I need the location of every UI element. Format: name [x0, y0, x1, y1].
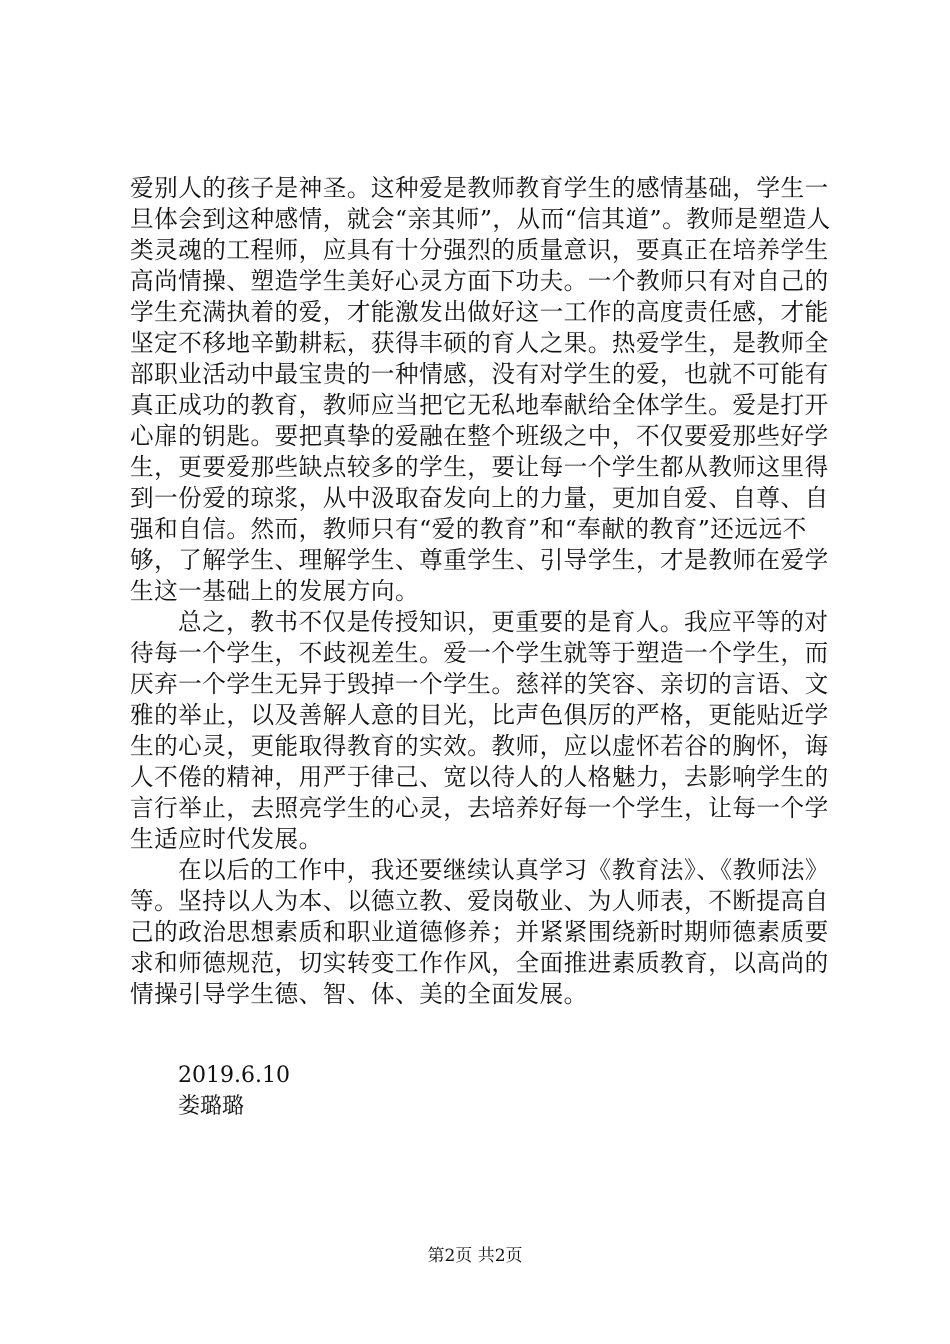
signature-date: 2019.6.10: [178, 1063, 290, 1088]
paragraph-2: 总之，教书不仅是传授知识，更重要的是育人。我应平等的对待每一个学生，不歧视差生。爱一个学生就等于塑造一个学生，而厌弃一个学生无异于毁掉一个学生。慈祥的笑容、亲切的言语、文雅的举止，以及善解人意的目光，比声色俱厉的严格，更能贴近学生的心灵，更能取得教育的实效。教师，应以虚怀若谷的胸怀，诲人不倦的精神，用严于律己、宽以待人的人格魅力，去影响学生的言行举止，去照亮学生的心灵，去培养好每一个学生，让每一个学生适应时代发展。: [130, 608, 829, 853]
page-number-label: 第2页 共2页: [427, 1246, 523, 1266]
signature-block: [178, 1060, 290, 1122]
paragraph-1: 爱别人的孩子是神圣。这种爱是教师教育学生的感情基础，学生一旦体会到这种感情，就会“亲其师”，从而“信其道”。教师是塑造人类灵魂的工程师，应具有十分强烈的质量意识，要真正在培养学生高尚情操、塑造学生美好心灵方面下功夫。一个教师只有对自己的学生充满执着的爱，才能激发出做好这一工作的高度责任感，才能坚定不移地辛勤耕耘，获得丰硕的育人之果。热爱学生，是教师全部职业活动中最宝贵的一种情感，没有对学生的爱，也就不可能有真正成功的教育，教师应当把它无私地奉献给全体学生。爱是打开心扉的钥匙。要把真挚的爱融在整个班级之中，不仅要爱那些好学生，更要爱那些缺点较多的学生，要让每一个学生都从教师这里得到一份爱的琼浆，从中汲取奋发向上的力量，更加自爱、自尊、自强和自信。然而，教师只有“爱的教育”和“奉献的教育”还远远不够，了解学生、理解学生、尊重学生、引导学生，才是教师在爱学生这一基础上的发展方向。: [130, 174, 831, 605]
document-body: [130, 173, 850, 1010]
paragraph-3: 在以后的工作中，我还要继续认真学习《教育法》、《教师法》等。坚持以人为本、以德立教、爱岗敬业、为人师表，不断提高自己的政治思想素质和职业道德修养；并紧紧围绕新时期师德素质要求和师德规范，切实转变工作作风，全面推进素质教育，以高尚的情操引导学生德、智、体、美的全面发展。: [130, 856, 830, 1008]
signature-name: 娄璐璐: [178, 1094, 245, 1119]
page-footer: [0, 1244, 950, 1268]
